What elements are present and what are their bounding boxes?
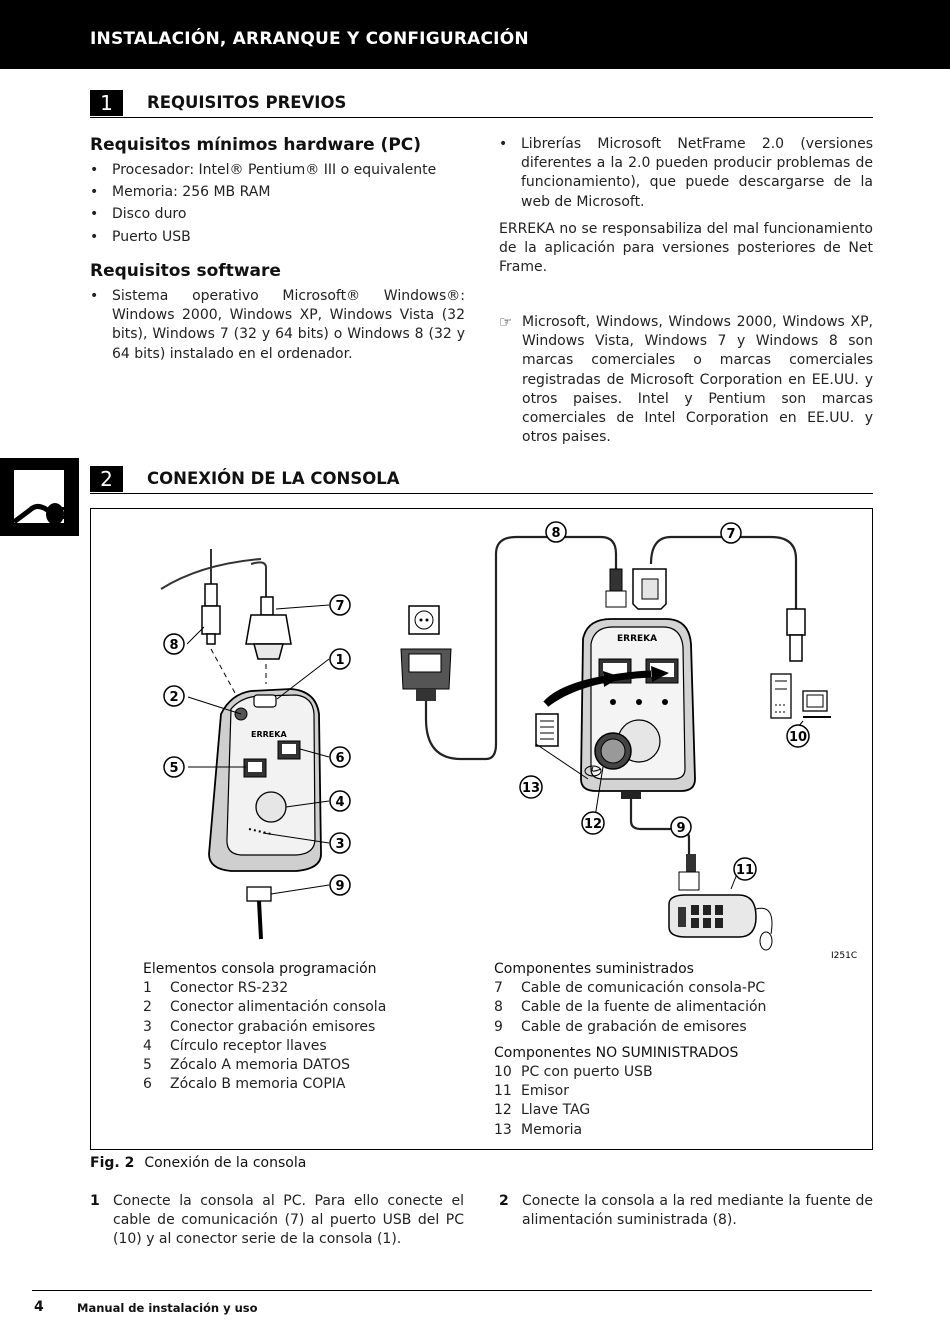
step-2	[499, 1192, 873, 1230]
callout-7-left	[330, 595, 350, 615]
svg-text:10: 10	[788, 730, 808, 745]
legend-row: 2 Conector alimentación consola	[143, 999, 387, 1016]
section-1-number: 1	[90, 90, 123, 116]
svg-text:9: 9	[335, 879, 345, 894]
svg-text:13: 13	[521, 781, 541, 796]
section-1-heading	[90, 90, 873, 118]
list-item: • Librerías Microsoft NetFrame 2.0 (versiones diferentes a la 2.0 pueden producir problemas de funcionamiento), que puede descargarse de la web de Microsoft.	[499, 136, 873, 210]
callout-9-left	[330, 875, 350, 895]
callout-4	[330, 791, 350, 811]
callout-13	[520, 776, 542, 798]
section-2-title: CONEXIÓN DE LA CONSOLA	[147, 469, 400, 488]
callout-6	[330, 747, 350, 767]
legend-row: 1 Conector RS-232	[143, 980, 289, 997]
svg-text:3: 3	[335, 837, 345, 852]
callout-5	[164, 757, 184, 777]
svg-text:7: 7	[335, 599, 345, 614]
list-item: • Procesador: Intel® Pentium® III o equivalente	[90, 162, 437, 178]
svg-text:6: 6	[335, 751, 345, 766]
svg-text:11: 11	[735, 863, 755, 878]
svg-text:12: 12	[583, 817, 603, 832]
console-brand: ERREKA	[617, 634, 658, 644]
legend-row: 7 Cable de comunicación consola-PC	[494, 980, 766, 997]
legend-row: 8 Cable de la fuente de alimentación	[494, 999, 767, 1016]
trademark-note: ☞ Microsoft, Windows, Windows 2000, Windows XP, Windows Vista, Windows 7 y Windows 8 son marcas comerciales o marcas comerciales registradas de Microsoft Corporation en EE.UU. y otros paises. Intel y Pentium son marcas comerciales de Intel Corporation en EE.UU. y otros paises.	[499, 313, 873, 446]
callout-11	[734, 858, 756, 880]
legend-row: 6 Zócalo B memoria COPIA	[143, 1076, 346, 1093]
legend-elements	[143, 960, 463, 1094]
step-number: 2	[499, 1193, 509, 1209]
callout-2	[164, 686, 184, 706]
pointing-hand-icon: ☞	[499, 313, 513, 331]
step-text: Conecte la consola al PC. Para ello conecte el cable de comunicación (7) al puerto USB del PC (10) y al conector serie de la consola (1).	[113, 1193, 464, 1248]
legend-row: 3 Conector grabación emisores	[143, 1018, 376, 1035]
netframe-list	[499, 135, 873, 215]
legend-row: 9 Cable de grabación de emisores	[494, 1018, 747, 1035]
legend-elements-heading: Elementos consola programación	[143, 961, 377, 977]
svg-text:9: 9	[676, 821, 686, 836]
legend-supplied-heading: Componentes suministrados	[494, 961, 694, 977]
legend-row: 12 Llave TAG	[494, 1102, 591, 1119]
callout-1	[330, 649, 350, 669]
svg-text:8: 8	[169, 638, 179, 653]
svg-text:2: 2	[169, 690, 179, 705]
footer-title: Manual de instalación y uso	[77, 1301, 258, 1315]
figure-caption	[90, 1155, 306, 1171]
svg-text:4: 4	[335, 795, 345, 810]
legend-components	[494, 960, 854, 1140]
legend-row: 10 PC con puerto USB	[494, 1064, 653, 1081]
list-item: • Sistema operativo Microsoft® Windows®: Windows 2000, Windows XP, Windows Vista (32 bits), Windows 7 (32 y 64 bits) o Windows 8 (32 y 64 bits) instalado en el ordenador.	[90, 288, 465, 362]
svg-text:5: 5	[169, 761, 179, 776]
console-brand-small: ERREKA	[251, 730, 287, 739]
svg-text:1: 1	[335, 653, 345, 668]
list-item: • Puerto USB	[90, 228, 191, 245]
callout-7-right	[721, 523, 741, 543]
legend-row: 13 Memoria	[494, 1121, 583, 1138]
callout-10	[787, 725, 809, 747]
list-item: • Disco duro	[90, 206, 187, 223]
footer-divider	[32, 1290, 872, 1291]
software-list	[90, 287, 465, 367]
legend-row: 4 Círculo receptor llaves	[143, 1037, 327, 1054]
section-1-title: REQUISITOS PREVIOS	[147, 93, 347, 112]
figure-caption-label: Fig. 2	[90, 1155, 135, 1171]
software-heading: Requisitos software	[90, 261, 281, 281]
power-plug-icon	[0, 458, 79, 536]
callout-8-left	[164, 634, 184, 654]
header-title: INSTALACIÓN, ARRANQUE Y CONFIGURACIÓN	[90, 29, 529, 49]
wall-socket	[409, 606, 439, 634]
step-1	[90, 1192, 464, 1250]
chapter-tab	[0, 458, 79, 536]
memory-chip	[536, 714, 558, 746]
figure-box	[90, 508, 873, 1150]
list-item: • Memoria: 256 MB RAM	[90, 184, 271, 201]
legend-row: 5 Zócalo A memoria DATOS	[143, 1057, 350, 1074]
hardware-list	[90, 161, 465, 250]
step-text: Conecte la consola a la red mediante la fuente de alimentación suministrada (8).	[522, 1193, 873, 1229]
console-connection-diagram	[91, 509, 872, 959]
section-2-number: 2	[90, 466, 123, 492]
disclaimer-text: ERREKA no se responsabiliza del mal funcionamiento de la aplicación para versiones posteriores de Net Frame.	[499, 221, 873, 276]
svg-text:8: 8	[551, 526, 561, 541]
header-banner	[0, 0, 950, 69]
page-number: 4	[34, 1299, 44, 1315]
figure-code: I251C	[831, 951, 858, 959]
hardware-heading: Requisitos mínimos hardware (PC)	[90, 135, 422, 155]
section-2-heading	[90, 466, 873, 494]
callout-9-right	[671, 817, 691, 837]
callout-8-right	[546, 522, 566, 542]
pc-icon	[771, 674, 831, 718]
callout-3	[330, 833, 350, 853]
legend-row: 11 Emisor	[494, 1083, 569, 1100]
legend-not-supplied-heading: Componentes NO SUMINISTRADOS	[494, 1044, 739, 1061]
callout-12	[582, 812, 604, 834]
step-number: 1	[90, 1193, 100, 1209]
svg-text:7: 7	[726, 527, 736, 542]
figure-caption-text: Conexión de la consola	[144, 1155, 307, 1171]
